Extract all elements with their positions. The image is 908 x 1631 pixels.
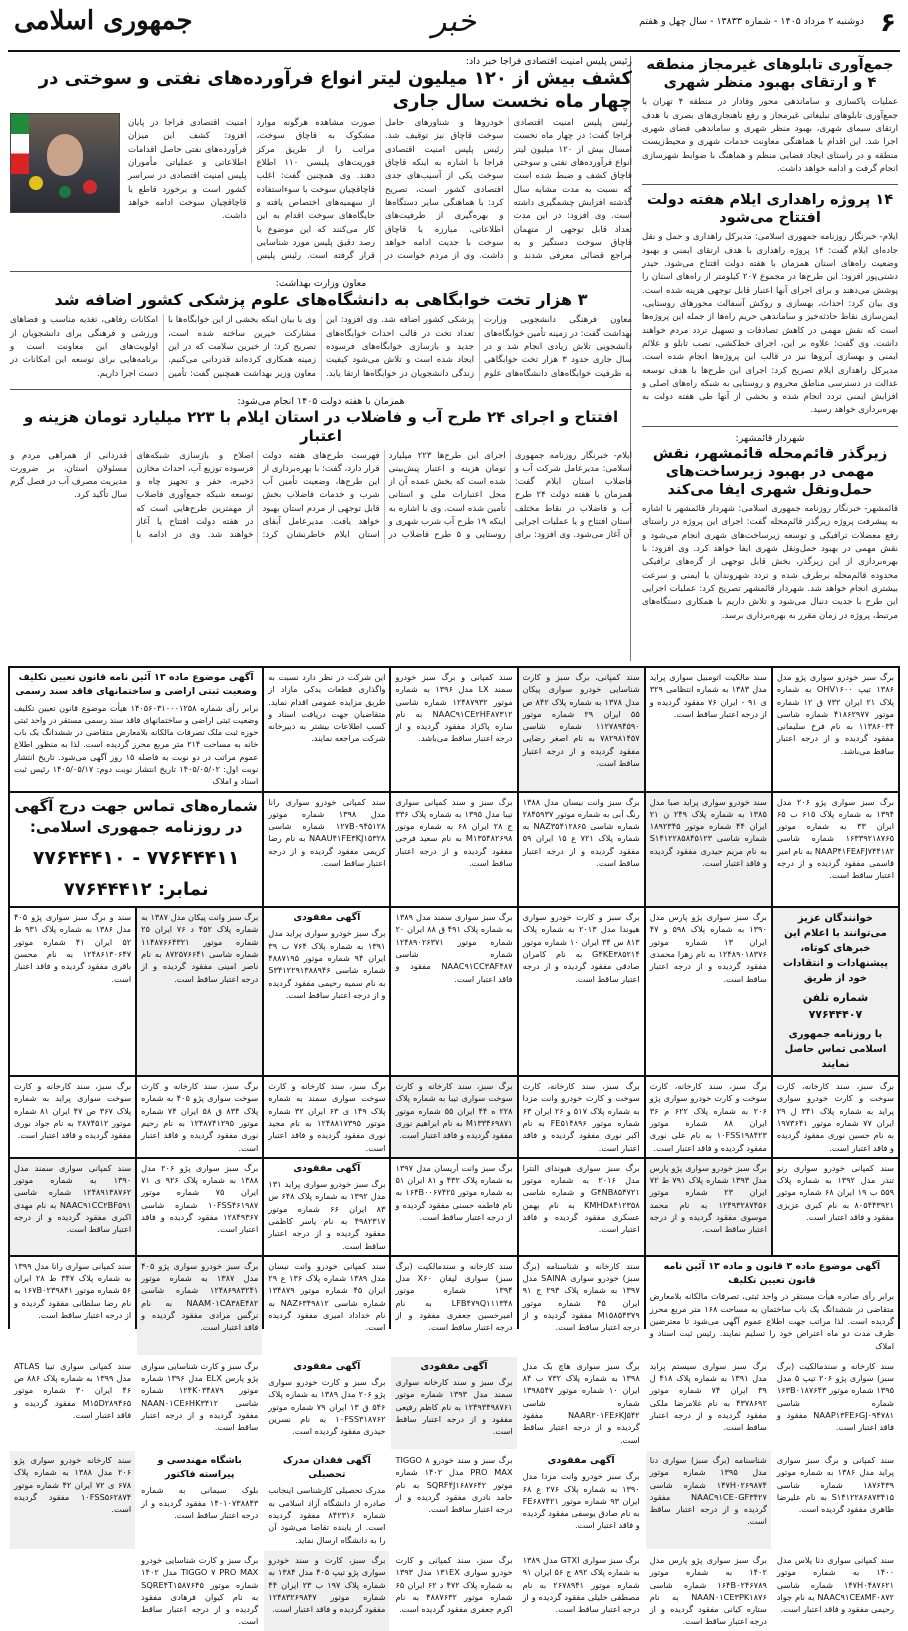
story-ilam-water [10, 396, 632, 543]
ad-text: سند کمپانی سواری تیبا ATLAS مدل ۱۳۹۹ به شماره پلاک ۸۸۶ ص ۴۶ ایران ۳۰ شماره موتور M۱۵D۲۸۹۴۶۵ مفقود گردیده و فاقد اعتبار است. [14, 1360, 132, 1421]
classified-ad [646, 1159, 771, 1255]
main-column [10, 56, 632, 661]
feedback-phone: شماره تلفن ۷۷۶۴۴۴۰۷ [802, 991, 869, 1021]
divider [642, 184, 898, 185]
ad-text: برگ سبز وانت نیسان مدل ۱۳۸۸ رنگ آبی به شماره موتور ۲۸۴۵۹۳۷ شماره شاسی NAZ۳۵۴۱۲۸۶۵ به شماره پلاک ۷۲۱ ع ۱۵ ایران ۵۹ مفقود گردیده و از درجه اعتبار ساقط است. [522, 796, 640, 869]
classified-ad [10, 1077, 135, 1157]
ad-title: آگهی فقدان مدرک تحصیلی [282, 1454, 371, 1481]
microphone-icon [29, 176, 43, 190]
classified-ad [646, 1077, 771, 1157]
divider [10, 271, 632, 272]
ad-text: سند کمپانی خودرو سواری رانا مدل ۱۳۹۸ شماره موتور ۱۲۷B۰۹۴۵۱۲۸ شماره شاسی NAAU۴۱FE۳KJ۱۵۳۲۸ به نام رضا کریمی مفقود گردیده و از درجه اعتبار ساقط است. [268, 796, 386, 869]
ad-text: سند کارخانه و سندمالکیت (برگ سبز) سواری پژو ۲۰۶ تیپ ۵ مدل ۱۳۹۵ شماره موتور ۱۶۳B۰۱۸۷۶۴۳ شماره شاسی NAAP۱۳FE۶GJ۰۹۴۷۸۱ مفقود و فاقد اعتبار است. [776, 1360, 894, 1433]
classified-ad [391, 1451, 516, 1549]
ad-text: برگ سبز سواری سیستم پراید مدل ۱۳۹۱ به شماره پلاک ۴۱۸ ل ۳۹ ایران ۷۴ شماره موتور ۴۳۷۸۶۹۲ به نام غلامرضا ملکی مفقود گردیده و از درجه اعتبار ساقط است. [649, 1360, 767, 1433]
classified-ad [391, 908, 516, 1075]
classified-ad [646, 1357, 771, 1449]
ad-text: سند کمپانی سواری سمند مدل ۱۳۹۰ به شماره موتور ۱۲۴۸۹۱۳۸۷۶۲ شماره شاسی NAAC۹۱CC۲BF۵۹۱ به نام مهدی اکبری مفقود گردیده و از درجه اعتبار ساقط است. [14, 1162, 132, 1235]
ad-text: برابر رأی شماره ۱۴۰۵۶۰۳۱۰۰۰۱۲۵۸ هیأت موضوع قانون تعیین تکلیف وضعیت ثبتی اراضی و ساختمانهای فاقد سند رسمی مستقر در واحد ثبتی حوزه ثبت ملک تصرفات مالکانه بلامعارض متقاضی در ششدانگ یک باب خانه به مساحت ۲۱۴ متر مربع محرز گردیده است. لذا به منظور اطلاع عموم مراتب در دو نوبت به فاصله ۱۵ روز آگهی می‌شود. تاریخ انتشار نوبت اول: ۱۴۰۵/۰۵/۰۲ تاریخ انتشار نوبت دوم: ۱۴۰۵/۰۵/۱۷ رئیس ثبت اسناد و املاک [14, 702, 259, 787]
ad-text: برگ سبز، سند کارخانه و کارت سوخت سواری سمند به شماره پلاک ۱۴۹ ی ۶۳ ایران ۳۲ شماره موتور ۱۲۴۸۸۱۷۳۹۵ به نام مجید نوری مفقود گردیده و فاقد اعتبار است. [268, 1081, 386, 1153]
ad-title: آگهی مفقودی [420, 1360, 488, 1372]
classified-ad [773, 1357, 898, 1449]
classified-ad [646, 1257, 898, 1355]
date-line: دوشنبه ۲ مرداد ۱۴۰۵ - شماره ۱۳۸۳۳ - سال چهل و هفتم [639, 16, 864, 27]
ad-feedback-box [773, 908, 898, 1075]
story-body: قائمشهر- خبرنگار روزنامه جمهوری اسلامی: شهردار قائمشهر با اشاره به پیشرفت پروژه زیرگذر قائم‌محله گفت: اجرای این پروژه در راستای رفع معضلات ترافیکی و توسعه زیرساخت‌های شهری انجام می‌شود و نقش مهمی در بهبود حمل‌ونقل شهری ایفا خواهد کرد. وی افزود: با بهره‌برداری از این زیرگذر، بخش قابل توجهی از گره‌های ترافیکی محدوده قائم‌محله برطرف شده و تردد شهروندان با ایمنی و سرعت بیشتری انجام خواهد شد. شهردار قائمشهر تصریح کرد: عملیات اجرایی این طرح با جدیت دنبال می‌شود و تلاش داریم با همکاری دستگاه‌های مرتبط، پروژه در زمان مقرر به بهره‌برداری برسد. [642, 504, 898, 621]
classified-ad [519, 793, 644, 907]
microphone-icon [83, 180, 97, 194]
ad-text: سند کمپانی و برگ سبز سواری پراید مدل ۱۳۸۶ به شماره موتور ۱۸۷۶۴۳۹ شماره شاسی S۱۴۱۲۲۸۶۸۷۳۴۱۵ به نام علیرضا طاهری مفقود گردیده است. [776, 1454, 894, 1515]
ad-text: سند کمپانی خودرو سواری رنو تندر مدل ۱۳۹۲ به شماره پلاک ۵۵۹ ب ۱۹ ایران ۶۸ شماره موتور ۸۰۵۴۴۳۹۲۱ به نام کبری عزیزی مفقود و فاقد اعتبار است. [776, 1162, 894, 1223]
classified-ad [519, 1451, 644, 1549]
ad-text: برگ سبز وانت پیکان مدل ۱۳۸۷ به شماره پلاک ۴۵۲ د ۷۶ ایران ۲۵ شماره موتور ۱۱۴۸۷۶۶۴۳۲۱ شماره شاسی ۸۷۲۵۷۶۶۴۱ به نام ناصر امینی مفقود گردیده و از درجه اعتبار ساقط است. [141, 912, 259, 984]
lead-body: رئیس پلیس امنیت اقتصادی فراجا گفت: در چهار ماه نخست امسال بیش از ۱۲۰ میلیون لیتر انواع فرآورده‌های نفتی و سوختی قاچاق کشف و ضبط شده است که نسبت به مدت مشابه سال گذشته افزایش چشمگیری داشته است. وی افزود: در این مدت تعداد قابل توجهی از متهمان قاچاق سوخت دستگیر و به مراجع قضائی معرفی شدند و خودروها و شناورهای حامل سوخت قاچاق نیز توقیف شد. رئیس پلیس امنیت اقتصادی فراجا با اشاره به اینکه قاچاق سوخت یکی از آسیب‌های جدی اقتصادی کشور است، تصریح کرد: با هماهنگی سایر دستگاه‌ها و بهره‌گیری از ظرفیت‌های اطلاعاتی، مبارزه با قاچاق سوخت با جدیت ادامه خواهد داشت. وی از مردم خواست در صورت مشاهده هرگونه موارد مشکوک به قاچاق سوخت، مراتب را از طریق مرکز فوریت‌های پلیسی ۱۱۰ اطلاع دهند. وی همچنین گفت: اغلب قاچاقچیان سوخت با سوءاستفاده از سهمیه‌های اختصاص یافته و جایگاه‌های سوخت اقدام به این کار می‌کنند که این موضوع با رصد دقیق پلیس مورد شناسایی قرار گرفته است. رئیس پلیس امنیت اقتصادی فراجا در پایان افزود: کشف این میزان فرآورده‌های نفتی حاصل اقدامات اطلاعاتی و عملیاتی مأموران پلیس امنیت اقتصادی در سراسر کشور است و برخورد قاطع با قاچاقچیان سوخت ادامه خواهد داشت. [128, 118, 632, 262]
flag-graphic [11, 114, 29, 174]
classified-ad [264, 1357, 389, 1449]
ad-title: آگهی مفقودی [293, 1162, 361, 1174]
classified-ad [646, 908, 771, 1075]
classified-ad [10, 1357, 135, 1449]
story-kicker: همزمان با هفته دولت ۱۴۰۵ انجام می‌شود: [237, 396, 405, 407]
newspaper-logo: جمهوری اسلامی [14, 6, 193, 36]
lead-headline: کشف بیش از ۱۲۰ میلیون لیتر انواع فرآورده‌های نفتی و سوختی در چهار ماه نخست سال جاری [38, 68, 632, 112]
ad-text: برگ سبز سواری سمند مدل ۱۳۸۹ به شماره پلاک ۴۹۱ ق ۸۸ ایران ۲۰ شماره موتور ۱۲۴۸۹۰۲۶۳۷۱ شماره شاسی NAAC۹۱CC۳AF۴۸۷ مفقود و فاقد اعتبار است. [395, 912, 513, 984]
ad-text: برگ سبز سواری پژو ۲۰۶ مدل ۱۳۸۸ به شماره پلاک ۹۲۶ ی ۷۱ ایران ۷۵ شماره موتور ۱۰FSS۴۶۱۹۸۷ شماره شاسی ۱۲۸۴۹۳۶۷ مفقود گردیده و فاقد اعتبار است. [141, 1162, 259, 1235]
story-health-dorms [10, 278, 632, 381]
classified-ad [264, 1257, 389, 1355]
story-body: ایلام- خبرنگار روزنامه جمهوری اسلامی: مدیرعامل شرکت آب و فاضلاب استان ایلام گفت: همزمان با هفته دولت ۲۴ طرح آب و فاضلاب در نقاط مختلف استان افتتاح و یا عملیات اجرایی آن آغاز می‌شود. وی افزود: برای اجرای این طرح‌ها ۲۲۳ میلیارد تومان هزینه و اعتبار پیش‌بینی شده است که بخش عمده آن از محل اعتبارات ملی و استانی تأمین شده است. وی با اشاره به اینکه ۱۹ طرح آب شرب شهری و روستایی و ۵ طرح فاضلاب در فهرست طرح‌های هفته دولت قرار دارد، گفت: با بهره‌برداری از این طرح‌ها، وضعیت تأمین آب شرب و خدمات فاضلاب بخش قابل توجهی از مردم استان بهبود خواهد یافت. مدیرعامل آبفای استان ایلام خاطرنشان کرد: اصلاح و بازسازی شبکه‌های فرسوده توزیع آب، احداث مخازن ذخیره، حفر و تجهیز چاه و توسعه شبکه جمع‌آوری فاضلاب از مهمترین طرح‌هایی است که در هفته دولت افتتاح یا آغاز خواهند شد. وی در ادامه با قدردانی از همراهی مردم و مسئولان استان، بر ضرورت مدیریت مصرف آب در فصل گرم سال تأکید کرد. [10, 450, 632, 541]
ad-text: برگ سبز، سند کارخانه، کارت سوخت و کارت خودرو سواری پژو ۲۰۶ به شماره پلاک ۶۲۲ م ۳۶ ایران ۸۸ شماره موتور ۱۰FSS۱۹۸۴۲۳ به نام علی نوری مفقود گردیده و فاقد اعتبار است. [649, 1081, 767, 1153]
ad-text: برگ سبز سواری پژو پارس مدل ۱۳۹۰ به شماره پلاک ۵۹۸ و ۴۷ ایران ۱۳ شماره موتور ۱۲۴۸۹۰۱۸۳۷۶ به نام زهرا محمدی مفقود گردیده و از درجه اعتبار ساقط است. [649, 912, 767, 984]
masthead [8, 0, 900, 52]
police-chief-photo [10, 113, 120, 213]
classified-ad [773, 1551, 898, 1631]
classified-ad [391, 1551, 516, 1631]
ad-text: برگ سبز خودرو وانت مزدا مدل ۱۳۹۰ به شماره پلاک ۲۷۶ ع ۶۸ ایران ۹۳ شماره موتور FE۶۸۷۴۲۱ به نام صادق یوسفی مفقود گردیده و فاقد اعتبار است. [522, 1471, 640, 1531]
ad-text: برگ سبز، سند کمپانی و کارت خودرو سواری ۱۳۱EX مدل ۱۳۹۳ به شماره پلاک ۴۷۲ د ۶۲ ایران ۶۵ شماره موتور ۴۸۸۷۶۳۲ به نام اکرم جعفری مفقود گردیده است. [395, 1554, 513, 1615]
ad-text: سند و برگ سبز سواری پژو ۴۰۵ مدل ۱۳۸۶ به شماره پلاک ۹۳۱ ط ۵۲ ایران ۴۱ شماره موتور ۱۲۴۸۶۱۳۰۶۴۷ به نام محسن باقری مفقود گردیده و فاقد اعتبار است. [14, 912, 132, 984]
classified-ad [391, 1159, 516, 1255]
classified-ad [264, 668, 389, 791]
ad-text: برگ سبز و سند خودرو TIGGO ۸ PRO MAX مدل ۱۴۰۲ شماره موتور SQRF۴J۱۶۸۷۶۴۲ به نام حامد نادری مفقود گردیده و از درجه اعتبار ساقط است. [395, 1454, 513, 1515]
feedback-note: با روزنامه جمهوری اسلامی تماس حاصل نمایند [784, 1029, 887, 1071]
ad-text: برگ سبز و سند کمپانی سواری تیبا مدل ۱۳۹۵ به شماره پلاک ۳۳۶ ج ۲۸ ایران ۶۸ به شماره موتور M۱۳۵۴۸۲۶۹۸ به نام سعید فرجی مفقود گردیده و از درجه اعتبار ساقط است. [395, 796, 513, 869]
ad-text: برگ سبز وانت آریسان مدل ۱۳۹۷ به شماره پلاک ۴۳۲ و ۸۱ ایران ۵۱ به شماره موتور ۱۶۴B۰۰۶۷۴۲۵ به نام فاطمه حسنی مفقود گردیده و از درجه اعتبار ساقط است. [395, 1162, 513, 1223]
classified-ad [264, 1077, 389, 1157]
classified-ad [391, 668, 516, 791]
page-number: ۶ [880, 8, 896, 38]
ad-text: بلوک سیمانی به شماره ۱۴۰۱۰۷۳۸۸۴۳ مفقود گردیده و از درجه اعتبار ساقط است. [141, 1485, 259, 1521]
contact-phone: ۷۷۶۴۴۴۱۱ - ۷۷۶۴۴۴۱۰ [32, 846, 240, 869]
ad-text: برگ سبز، سند کارخانه و کارت سوخت سواری پراید به شماره پلاک ۳۶۷ ص ۴۷ ایران ۸۱ شماره موتور ۲۸۷۴۵۱۲ به نام جواد نوری مفقود گردیده و فاقد اعتبار است. [14, 1081, 132, 1141]
story-kicker: شهردار قائمشهر: [735, 432, 805, 444]
ad-text: سند کمپانی سواری رانا مدل ۱۳۹۹ به شماره پلاک ۳۴۷ ط ۲۸ ایران ۵۶ شماره موتور ۱۶۷B۰۲۳۹۸۴۱ به نام رضا سلطانی مفقود گردیده و از درجه اعتبار ساقط است. [14, 1260, 132, 1321]
ad-text: سند کمپانی و برگ سبز خودرو سمند LX مدل ۱۳۹۶ به شماره موتور ۱۲۴۸۷۹۳۲ شماره شاسی NAAC۹۱CE۲HF۸۷۳۱۲ به نام ساره پاکزاد مفقود گردیده و از درجه اعتبار ساقط می‌باشد. [395, 672, 513, 744]
story-headline: جمع‌آوری تابلوهای غیرمجاز منطقه ۴ و ارتقای بهبود منظر شهری [646, 57, 894, 92]
ad-text: برگ سبز، سند کارخانه، کارت سوخت و کارت خودرو وانت مزدا به شماره پلاک ۵۱۷ و ۲۶ ایران ۶۳ شماره موتور FE۵۱۴۸۹۶ به نام اکبر نوری مفقود گردیده و فاقد اعتبار است. [522, 1081, 640, 1153]
classified-ad [773, 1159, 898, 1255]
classified-ad [646, 793, 771, 907]
ad-text: سند کمپانی سواری دنا پلاس مدل ۱۴۰۰ به شماره موتور ۱۴۷H۰۴۸۷۶۲۱ شماره شاسی NAAC۹۱CE۸MF۰۸۷۲ به نام جواد رحیمی مفقود و فاقد اعتبار است. [776, 1554, 894, 1615]
speaker-figure [47, 134, 83, 176]
ad-text: برگ سبز و کارت شناسایی سواری پژو پارس ELX مدل ۱۳۹۶ شماره موتور ۱۲۴K۰۳۴۸۷۹ شماره شاسی NAAN۰۱CE۶HK۳۴۱۲ مفقود گردیده و از درجه اعتبار ساقط است. [141, 1360, 259, 1433]
ad-text: مدرک تحصیلی کارشناسی اینجانب صادره از دانشگاه آزاد اسلامی به شماره ۸۴۲۳۱۶ مفقود گردیده است. از یابنده تقاضا می‌شود آن را به دانشگاه ارسال نماید. [268, 1485, 386, 1545]
ad-text: برگ سبز سواری پژو ۲۰۶ مدل ۱۳۹۴ به شماره پلاک ۶۱۵ ب ۶۵ ایران ۳۳ به شماره موتور ۱۶۳۳۹۲۱۸۷۶۵ شماره شاسی NAAP۴۱FE۸FJ۷۴۴۱۸۲ به نام امیر قاسمی مفقود گردیده و از درجه اعتبار ساقط است. [776, 796, 895, 881]
contact-fax: نمابر: ۷۷۶۴۴۴۱۲ [63, 879, 209, 901]
classified-ad [519, 1551, 644, 1631]
classified-ad [519, 1159, 644, 1255]
classified-ad [773, 1451, 898, 1549]
story-qaemshahr-underpass [642, 433, 898, 623]
ad-text: سند کمپانی، برگ سبز و کارت شناسایی خودرو سواری پیکان مدل ۱۳۷۸ به شماره پلاک ۸۴۲ ص ۵۵ ایران ۲۹ شماره موتور ۱۱۲۷۸۹۴۵۹۰ شماره شاسی ۷۸۲۹۸۱۴۵۷ به نام اصغر رضایی مفقود گردیده و از درجه اعتبار ساقط است. [522, 672, 640, 769]
lead-story [10, 56, 632, 263]
classified-ad [646, 1451, 771, 1549]
ad-text: این شرکت در نظر دارد نسبت به واگذاری قطعات یدکی مازاد از طریق مزایده عمومی اقدام نماید. متقاضیان جهت دریافت اسناد و کسب اطلاعات بیشتر به دبیرخانه شرکت مراجعه نمایند. [268, 672, 386, 744]
ad-text: برگ سبز سواری هیوندای النترا مدل ۲۰۱۶ به شماره موتور G۴NB۸۵۴۷۲۱ و شماره شاسی KMHD۸۴۱۲۳۵۸ به نام بهمن عسکری مفقود گردیده و فاقد اعتبار است. [522, 1162, 640, 1235]
ad-contact-box [10, 793, 262, 907]
ad-title: باشگاه مهندسی و پیراسته فاکتور [157, 1454, 242, 1481]
classified-ad [646, 1551, 771, 1631]
ad-title: آگهی موضوع ماده ۳ قانون و ماده ۱۳ آئین نامه قانون تعیین تکلیف [663, 1260, 881, 1287]
story-headline: ۳ هزار تخت خوابگاهی به دانشگاه‌های علوم پزشکی کشور اضافه شد [54, 290, 588, 310]
classified-ad [137, 1159, 262, 1255]
ad-text: سند کمپانی خودرو وانت نیسان مدل ۱۳۸۹ شماره پلاک ۱۳۶ ع ۲۹ ایران ۴۵ شماره موتور ۱۳۴۸۷۹ شماره شاسی NAZ۶۳۴۹۸۱۲ به نام خداداد امیری مفقود گردیده است. [268, 1260, 386, 1333]
classified-ad [519, 908, 644, 1075]
classified-ad [264, 1451, 389, 1549]
ad-title: آگهی مفقودی [547, 1454, 615, 1466]
story-headline: زیرگذر قائم‌محله قائمشهر، نقش مهمی در بهبود زیرساخت‌های حمل‌ونقل شهری ایفا می‌کند [652, 445, 888, 498]
story-kicker: معاون وزارت بهداشت: [275, 278, 367, 290]
classified-ad [137, 908, 262, 1075]
story-headline: افتتاح و اجرای ۲۴ طرح آب و فاضلاب در استان ایلام با ۲۲۳ میلیارد تومان هزینه و اعتبار [23, 408, 619, 445]
classified-ad [773, 793, 898, 907]
divider [642, 426, 898, 427]
ad-text: برگ سبز خودرو سواری پژو ۴۰۵ مدل ۱۳۸۷ به شماره موتور ۱۲۴۸۶۹۸۳۲۴۱ شماره شاسی NAAM۰۱CA۳۸E۴۸۲ به نام نرگس مرادی مفقود گردیده و فاقد اعتبار است. [141, 1260, 259, 1333]
ad-text: برگ سبز خودرو سواری پراید ۱۳۱ مدل ۱۳۹۲ به شماره پلاک ۶۴۸ س ۸۳ ایران ۶۶ شماره موتور ۴۹۸۲۳۱۷ به نام یاسر کاظمی مفقود گردیده و از درجه اعتبار ساقط است. [268, 1179, 386, 1251]
classified-ad [10, 1159, 135, 1255]
ad-text: سند کارخانه خودرو سواری پژو ۲۰۶ مدل ۱۳۸۸ به شماره پلاک ۶۷۸ ی ۷۲ ایران ۴۲ شماره موتور ۱۰FSS۵۶۲۸۷۴ مفقود گردیده است. [14, 1454, 132, 1515]
ad-text: برگ سبز، سند کارخانه، کارت سوخت و کارت خودرو سواری پراید به شماره پلاک ۳۴۱ ل ۲۹ ایران ۷۷ شماره موتور ۱۹۷۳۶۴۱ به نام حسین نوری مفقود گردیده و فاقد اعتبار است. [776, 1081, 895, 1153]
classified-ad [519, 1257, 644, 1355]
ad-text: برگ سبز خودرو سواری پراید مدل ۱۳۹۱ به شماره پلاک ۷۶۴ ب ۳۹ ایران ۹۴ شماره موتور ۴۸۸۷۱۹۵ شماره شاسی S۳۴۱۲۲۹۱۳۸۸۹۴۶ به نام سمیه رحیمی مفقود گردیده و از درجه اعتبار ساقط است. [268, 928, 386, 1000]
classified-ad [137, 1451, 262, 1549]
classified-ad [264, 1551, 389, 1631]
classified-ad [391, 1357, 516, 1449]
classified-ad [10, 1451, 135, 1549]
classified-ad [264, 908, 389, 1075]
story-headline: ۱۴ پروژه راهداری ایلام هفته دولت افتتاح می‌شود [646, 192, 894, 227]
classified-ad [10, 908, 135, 1075]
classified-ad [264, 1159, 389, 1255]
classified-ad [391, 1077, 516, 1157]
classified-ad [773, 1077, 898, 1157]
section-title: خبر [431, 4, 477, 39]
ad-text: برابر رأی صادره هیأت مستقر در واحد ثبتی، تصرفات مالکانه بلامعارض متقاضی در ششدانگ یک باب ساختمان به مساحت ۱۶۸ متر مربع محرز گردیده است. لذا مراتب جهت اطلاع عموم آگهی می‌شود تا معترضین ظرف مدت دو ماه اعتراض خود را تسلیم نمایند. رئیس ثبت اسناد و املاک [649, 1291, 894, 1351]
contact-title: شماره‌های تماس جهت درج آگهی در روزنامه جمهوری اسلامی: [14, 796, 258, 836]
ad-text: برگ سبز سواری پژو پارس مدل ۱۴۰۲ به شماره موتور ۱۶۴B۰۲۴۶۷۸۹ شماره شاسی NAAN۰۱CE۳PK۱۸۷۶ به نام ستاره کیانی مفقود گردیده و از درجه اعتبار ساقط است. [649, 1554, 767, 1627]
ad-text: برگ سبز و سند کارخانه سواری سمند مدل ۱۳۹۳ شماره موتور ۱۲۴۹۳۴۹۸۷۶۱ به نام کاظم رفیعی مفقود و از درجه اعتبار ساقط است. [395, 1377, 513, 1437]
ad-text: برگ سبز سواری GTXI مدل ۱۳۸۹ به شماره پلاک ۸۹۲ ج ۵۶ ایران ۹۱ شماره موتور ۲۶۷۸۹۴۱ به نام مصطفی خلیلی مفقود گردیده و از درجه اعتبار ساقط است. [522, 1554, 640, 1615]
ad-text: سند خودرو سواری پراید صبا مدل ۱۳۸۵ به شماره پلاک ۲۴۹ ن ۲۱ ایران ۴۴ شماره موتور ۱۸۹۲۳۴۵ شماره شاسی S۱۴۱۲۲۸۵۸۴۵۱۲۳ به نام مریم حیدری مفقود گردیده و فاقد اعتبار است. [649, 796, 767, 869]
ad-text: شناسنامه (برگ سبز) سواری دنا مدل ۱۳۹۵ شماره موتور ۱۴۷H۰۲۶۹۸۷۴ شماره شاسی NAAC۹۱CE۰GF۳۴۲۷ مفقود گردیده و از درجه اعتبار ساقط است. [649, 1454, 767, 1527]
classified-ad [137, 1357, 262, 1449]
story-body: ایلام- خبرنگار روزنامه جمهوری اسلامی: مدیرکل راهداری و حمل و نقل جاده‌ای ایلام گفت: ۱۴ پروژه راهداری با هدف ارتقای ایمنی و بهبود وضعیت راه‌های استان همزمان با هفته دولت افتتاح می‌شود. حیدر دشتی‌پور افزود: این طرح‌ها در مجموع ۲۰۷ کیلومتر از راه‌های استان را پوشش می‌دهند و برای اجرای آنها اعتبار قابل توجهی هزینه شده است. وی بیان کرد: احداث، بهسازی و روکش آسفالت محورهای روستایی، ایمن‌سازی نقاط حادثه‌خیز و ساماندهی حریم راه‌ها از جمله این پروژه‌ها است که نقش مهمی در کاهش تصادفات و تسهیل تردد مردم خواهند داشت. وی گفت: علاوه بر این، اجرای خط‌کشی، نصب تابلو و علائم ایمنی و بهسازی آبروها نیز در قالب این پروژه‌ها انجام شده است. مدیرکل راهداری ایلام تصریح کرد: اجرای این طرح‌ها با هدف توسعه عدالت در دسترسی مناطق محروم و روستایی به شبکه راه‌های اصلی و افزایش ایمنی تردد انجام شده و بخشی از آنها طی هفته دولت به بهره‌برداری خواهد رسید. [642, 232, 899, 416]
ad-title: آگهی مفقودی [293, 1360, 361, 1372]
ad-text: برگ سبز و کارت خودرو سواری پژو ۲۰۶ مدل ۱۳۸۹ به شماره پلاک ۵۴۶ ق ۱۳ ایران ۷۹ شماره موتور ۱۰FSS۳۱۸۷۶۲ به نام نسرین حیدری مفقود گردیده است. [268, 1377, 386, 1437]
classified-ad [519, 1357, 644, 1449]
classified-ad [137, 1077, 262, 1157]
classified-ad [773, 668, 898, 791]
ad-text: برگ سبز، سند کارخانه و کارت سوخت سواری تیبا به شماره پلاک ۲۲۸ ه ۴۴ ایران ۵۵ شماره موتور M۱۳۳۴۶۹۸۷۱ به نام ابراهیم نوری مفقود گردیده و فاقد اعتبار است. [395, 1081, 513, 1141]
right-column [642, 56, 898, 661]
divider [10, 389, 632, 390]
ad-text: برگ سبز خودرو سواری پژو پارس مدل ۱۳۹۳ شماره پلاک ۷۹۱ ط ۷۲ ایران ۲۳ شماره موتور ۱۲۴۹۳۲۸۷۴۵۶ به نام محمد موسوی مفقود گردیده و از درجه اعتبار ساقط است. [649, 1162, 767, 1235]
ad-text: برگ سبز، کارت و سند خودرو سواری پژو تیپ ۴۰۵ مدل ۱۳۸۴ به شماره پلاک ۱۹۷ ب ۲۳ ایران ۴۴ شماره موتور ۱۲۴۸۳۲۶۹۸۴۷ مفقود گردیده و فاقد اعتبار است. [268, 1554, 386, 1615]
ad-text: سند مالکیت اتومبیل سواری پراید مدل ۱۳۸۳ به شماره انتظامی ۳۲۹ ی ۹۱ - ایران ۷۶ مفقود گردیده و از درجه اعتبار ساقط است. [649, 672, 767, 719]
microphone-icon [59, 186, 71, 198]
ad-text: برگ سبز، سند کارخانه و کارت سوخت سواری پژو ۴۰۵ به شماره پلاک ۸۳۴ ق ۵۸ ایران ۷۴ شماره موتور ۱۲۴۸۷۴۱۲۹۵ به نام رحیم نوری مفقود گردیده و فاقد اعتبار است. [141, 1081, 259, 1153]
story-body: معاون فرهنگی دانشجویی وزارت بهداشت گفت: در زمینه تأمین خوابگاه‌های دانشجویی تلاش زیادی انجام شد و در سال جاری حدود ۳ هزار تخت خوابگاهی به ظرفیت خوابگاه‌های دانشگاه‌های علوم پزشکی کشور اضافه شد. وی افزود: این تعداد تخت در قالب احداث خوابگاه‌های جدید و بازسازی خوابگاه‌های فرسوده ایجاد شده است و تلاش می‌شود کیفیت زندگی دانشجویان در خوابگاه‌ها ارتقا یابد. وی با بیان اینکه بخشی از این خوابگاه‌ها با مشارکت خیرین ساخته شده است، تصریح کرد: از خیرین سلامت که در این زمینه همکاری کرده‌اند قدردانی می‌کنیم. معاون وزیر بهداشت همچنین گفت: تأمین امکانات رفاهی، تغذیه مناسب و فضاهای ورزشی و فرهنگی برای دانشجویان از اولویت‌های این معاونت است و برنامه‌هایی برای توسعه این امکانات در دست اجرا داریم. [10, 315, 632, 379]
ad-title: آگهی موضوع ماده ۱۳ آئین نامه قانون تعیین تکلیف وضعیت ثبتی اراضی و ساختمانهای فاقد سند رسمی [15, 672, 258, 698]
ad-text: برگ سبز خودرو سواری پژو مدل ۱۳۸۶ تیپ OHV۱۶۰۰ به شماره پلاک ۲۱ ایران ۷۳۲ ق ۱۲ شماره موتور ۴۱۸۶۲۹۷۷ شماره شاسی ۱۱۳۸۶۰۳۴ به نام فرخ سلیمانی مفقود گردیده و از درجه اعتبار ساقط می‌باشد. [776, 672, 895, 756]
ad-text: برگ سبز و کارت خودرو سواری هیوندا مدل ۲۰۱۳ به شماره پلاک ۸۱۳ س ۳۴ ایران ۱۰ شماره موتور G۴KE۳۸۵۲۱۴ به نام کامران صادقی مفقود گردیده و از درجه اعتبار ساقط است. [522, 912, 640, 984]
ad-text: سند کارخانه و شناسنامه (برگ سبز) خودرو سواری SAINA مدل ۱۳۹۷ به شماره پلاک ۲۹۳ ج ۹۱ ایران ۴۵ شماره موتور M۱۵۸۵۴۳۷۹ مفقود گردیده و از درجه اعتبار ساقط است. [522, 1260, 640, 1333]
classified-ad [10, 1257, 135, 1355]
story-tehran-billboards [642, 56, 898, 176]
classified-ad [391, 793, 516, 907]
ad-text: برگ سبز و کارت شناسایی خودرو TIGGO ۷ PRO MAX مدل ۱۴۰۲ شماره موتور SQRE۴T۱۵۸۷۶۴۵ به نام کیوان فرهادی مفقود گردیده و از درجه اعتبار ساقط است. [141, 1554, 259, 1627]
ad-text: سند کارخانه و سندمالکیت (برگ سبز) سواری لیفان X۶۰ مدل ۱۳۹۴ شماره موتور LFB۴۷۹Q۱۱۱۳۴۸ به نام امیرحسین جعفری مفقود و از درجه اعتبار ساقط است. [395, 1260, 513, 1333]
classified-ad [519, 1077, 644, 1157]
classified-ads-grid [8, 666, 900, 1627]
classified-ad [10, 668, 262, 791]
classified-ad [391, 1257, 516, 1355]
story-ilam-roads [642, 191, 898, 418]
story-kicker: رئیس پلیس امنیت اقتصادی فراجا خبر داد: [465, 56, 632, 67]
classified-ad [137, 1257, 262, 1355]
classified-ad [264, 793, 389, 907]
story-body: عملیات پاکسازی و ساماندهی محور وفادار در منطقه ۴ تهران با جمع‌آوری تابلوهای تبلیغاتی غیرمجاز و رفع ناهنجاری‌های بصری با هدف ارتقای سیمای شهری، بهبود منظر شهری و ساماندهی فضای شهری اجرا شد. این اقدام با هماهنگی معاونت خدمات شهری و محیط‌زیست منطقه و در راستای ایجاد فضایی منظم و هماهنگ با ضوابط شهرسازی انجام گرفت و ادامه خواهد داشت. [642, 97, 898, 174]
classified-ad [137, 1551, 262, 1631]
classified-ad [519, 668, 644, 791]
classified-ad [646, 668, 771, 791]
ad-text: برگ سبز سواری هاچ بک مدل ۱۳۹۸ به شماره پلاک ۷۳۲ ب ۸۴ ایران ۱۰ شماره موتور ۱۳۹۸۵۴۷ شماره شاسی NAAR۲۰۱FE۶KJ۵۴۲ مفقود گردیده و از درجه اعتبار ساقط است. [522, 1360, 640, 1445]
ad-title: آگهی مفقودی [293, 912, 361, 924]
feedback-title: خوانندگان عزیز می‌توانند با اعلام این خبرهای کوتاه، پیشنهادات و انتقادات خود از طریق [782, 913, 888, 985]
